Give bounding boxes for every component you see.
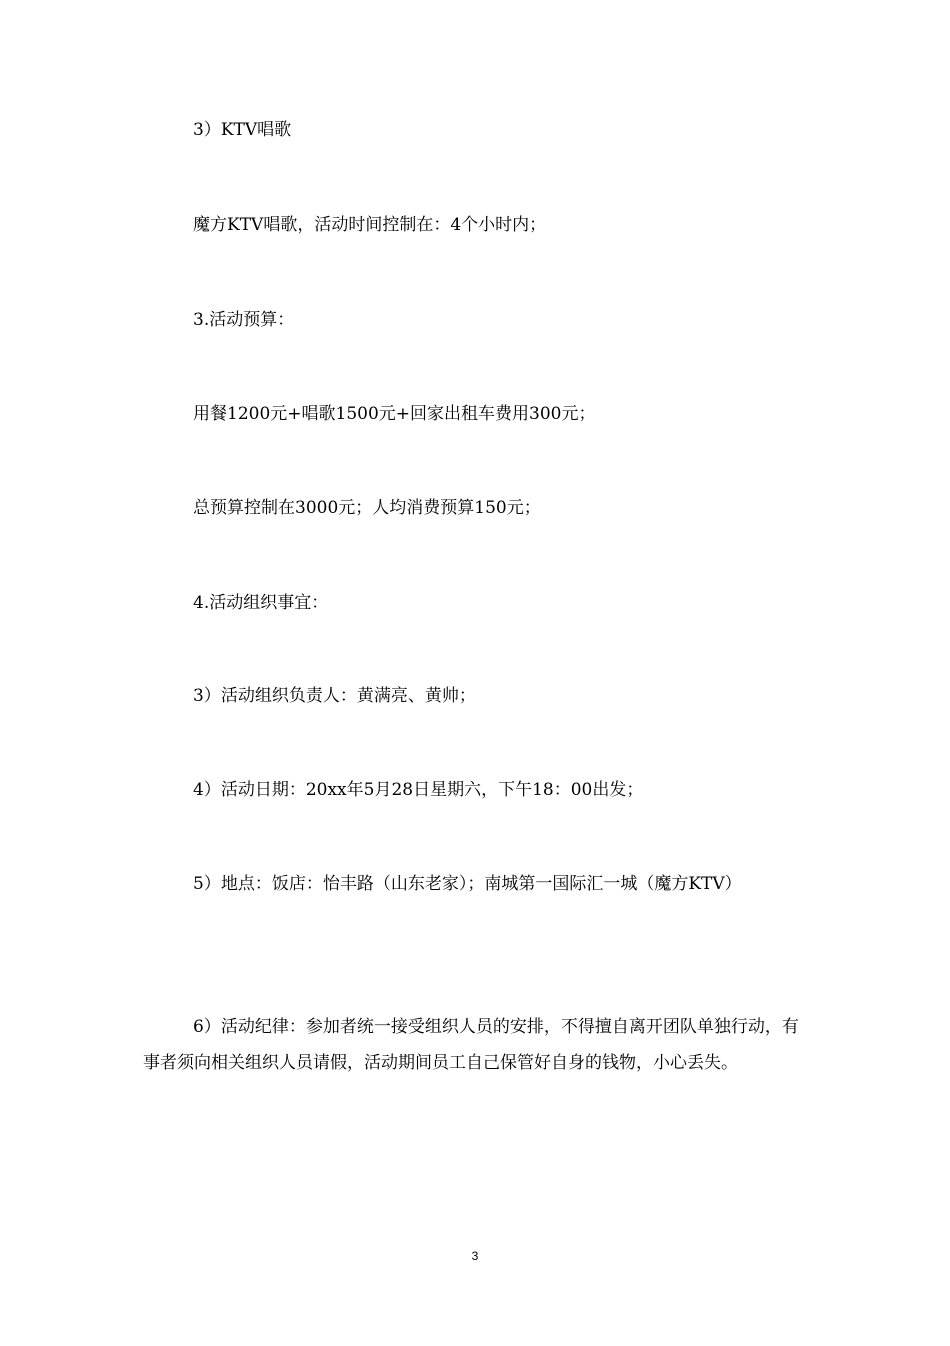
paragraph-ktv-detail: 魔方KTV唱歌，活动时间控制在：4个小时内； xyxy=(193,215,547,235)
paragraph-discipline: 6）活动纪律：参加者统一接受组织人员的安排，不得擅自离开团队单独行动，有事者须向相关组织人员请假，活动期间员工自己保管好自身的钱物，小心丢失。 xyxy=(143,1017,799,1073)
paragraph-organizers: 3）活动组织负责人：黄满亮、黄帅； xyxy=(193,686,476,706)
paragraph-budget-items: 用餐1200元+唱歌1500元+回家出租车费用300元； xyxy=(193,404,596,424)
paragraph-date: 4）活动日期：20xx年5月28日星期六，下午18：00出发； xyxy=(193,780,644,800)
paragraph-budget-total: 总预算控制在3000元；人均消费预算150元； xyxy=(193,498,541,518)
page-number: 3 xyxy=(471,1249,479,1263)
paragraph-location: 5）地点：饭店：怡丰路（山东老家）；南城第一国际汇一城（魔方KTV） xyxy=(193,874,742,894)
paragraph-budget-heading: 3.活动预算： xyxy=(193,310,295,330)
paragraph-ktv-heading: 3）KTV唱歌 xyxy=(193,120,292,140)
paragraph-organization-heading: 4.活动组织事宜： xyxy=(193,593,329,613)
